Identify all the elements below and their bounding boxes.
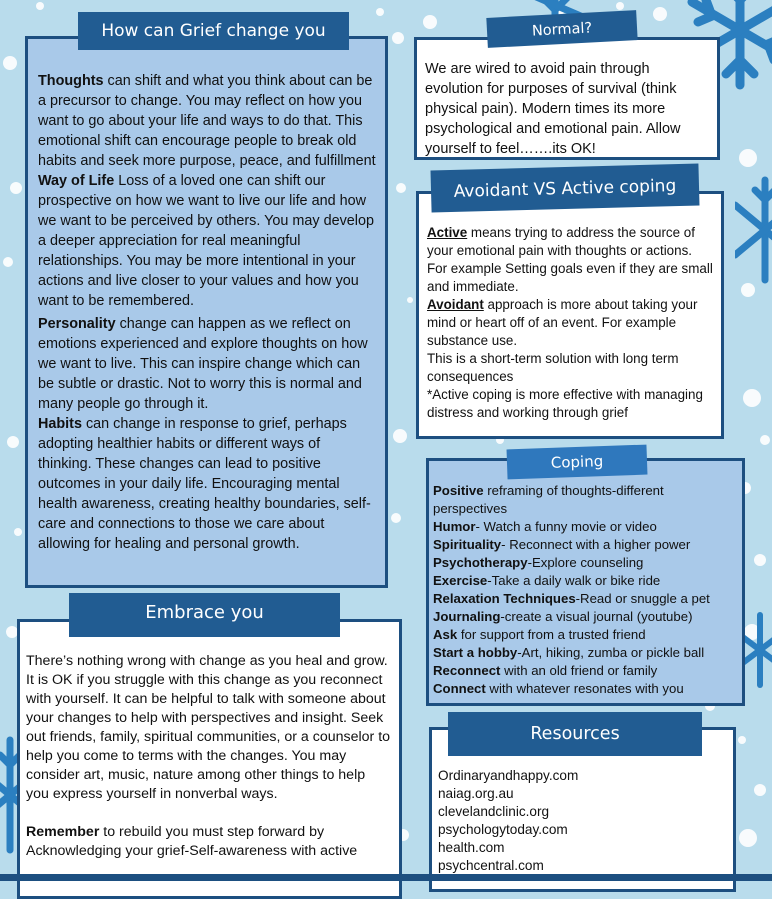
coping-text: - Reconnect with a higher power	[501, 537, 691, 552]
coping-term: Exercise	[433, 573, 488, 588]
avoidant-definition	[427, 296, 715, 350]
coping-item	[433, 536, 738, 554]
resources-list	[438, 767, 729, 875]
active-coping-note: *Active coping is more effective with managing distress and working through grief	[427, 387, 703, 420]
coping-item	[433, 644, 738, 662]
section-term: Habits	[38, 416, 82, 432]
coping-term: Psychotherapy	[433, 555, 528, 570]
coping-title: Coping	[507, 445, 648, 480]
embrace-body	[26, 652, 391, 861]
page-bottom-border	[0, 874, 772, 881]
resource-link[interactable]: psychologytoday.com	[438, 822, 568, 837]
grief-section-thoughts	[38, 71, 377, 171]
coping-text: -Take a daily walk or bike ride	[487, 573, 661, 588]
coping-item	[433, 662, 738, 680]
coping-styles-title: Avoidant VS Active coping	[430, 163, 699, 212]
section-term: Thoughts	[38, 73, 104, 89]
embrace-title: Embrace you	[69, 593, 340, 637]
embrace-panel	[17, 619, 402, 899]
coping-term: Ask	[433, 627, 458, 642]
coping-item	[433, 590, 738, 608]
grief-section-habits	[38, 414, 377, 554]
embrace-remember	[26, 823, 391, 861]
coping-item	[433, 626, 738, 644]
resource-link[interactable]: health.com	[438, 840, 505, 855]
grief-change-panel	[25, 36, 388, 588]
short-term-note: This is a short-term solution with long term consequences	[427, 351, 679, 384]
coping-term: Reconnect	[433, 663, 501, 678]
coping-text: - Watch a funny movie or video	[475, 519, 657, 534]
section-text: change can happen as we reflect on emotions experienced and explore thoughts on how we want to live. This can inspire change which can be subtle or drastic. Not to worry this is normal and many people go through it.	[38, 316, 368, 412]
coping-item	[433, 608, 738, 626]
coping-term: Relaxation Techniques	[433, 591, 576, 606]
coping-term: Positive	[433, 483, 484, 498]
coping-term: Connect	[433, 681, 486, 696]
coping-text: -Explore counseling	[527, 555, 644, 570]
active-text: means trying to address the source of your emotional pain with thoughts or actions. For example Setting goals even if they are small and immediate.	[427, 225, 713, 294]
resource-link[interactable]: clevelandclinic.org	[438, 804, 550, 819]
resource-link[interactable]: naiag.org.au	[438, 786, 514, 801]
snowflake-icon	[735, 175, 772, 285]
coping-styles-body	[427, 224, 715, 422]
resource-link[interactable]: Ordinaryandhappy.com	[438, 768, 579, 783]
section-text: Loss of a loved one can shift our prospective on how we want to live our life and how we want to be perceived by others. You may develop a deeper appreciation for real meaningful relationships. You may be more intentional in your actions and live closer to your values and how you want to be remembered.	[38, 173, 374, 309]
active-definition	[427, 224, 715, 296]
coping-item	[433, 572, 738, 590]
resource-link[interactable]: psychcentral.com	[438, 858, 544, 873]
coping-list	[433, 482, 738, 698]
coping-text: -Read or snuggle a pet	[575, 591, 710, 606]
grief-change-body	[38, 71, 377, 554]
section-text: can change in response to grief, perhaps adopting healthier habits or different ways of thinking. These changes can lead to positive outcomes in your daily life. Encouraging mental health awareness, creating healthy boundaries, self-care and connections to those we care about allowing for healing and personal growth.	[38, 416, 371, 552]
avoidant-term: Avoidant	[427, 297, 484, 312]
coping-item	[433, 482, 738, 518]
grief-change-title: How can Grief change you	[78, 12, 349, 50]
coping-text: -Art, hiking, zumba or pickle ball	[517, 645, 705, 660]
normal-title: Normal?	[486, 10, 637, 48]
coping-text: reframing of thoughts-different perspectives	[433, 483, 664, 516]
coping-panel	[426, 458, 745, 706]
coping-text: with an old friend or family	[500, 663, 658, 678]
coping-term: Journaling	[433, 609, 501, 624]
coping-styles-panel	[416, 191, 724, 439]
active-term: Active	[427, 225, 468, 240]
coping-term: Spirituality	[433, 537, 502, 552]
section-term: Way of Life	[38, 173, 115, 189]
grief-section-personality	[38, 314, 377, 414]
coping-term: Start a hobby	[433, 645, 518, 660]
coping-item	[433, 680, 738, 698]
coping-text: with whatever resonates with you	[485, 681, 684, 696]
embrace-paragraph: There’s nothing wrong with change as you heal and grow. It is OK if you struggle with this change as you reconnect with yourself. It can be helpful to talk with someone about your changes to help with perspectives and insight. Seek out friends, family, spiritual communities, or a counselor to help you come to terms with the changes. You may consider art, music, nature among other things to help you express yourself in nonverbal ways.	[26, 653, 391, 802]
coping-term: Humor	[433, 519, 476, 534]
resources-title: Resources	[448, 712, 702, 756]
coping-text: for support from a trusted friend	[457, 627, 646, 642]
coping-item	[433, 518, 738, 536]
coping-item	[433, 554, 738, 572]
remember-term: Remember	[26, 824, 100, 840]
normal-body: We are wired to avoid pain through evolution for purposes of survival (think physical pain). Modern times its more psychological and emotional pain. Allow yourself to feel…….its OK!	[425, 61, 681, 157]
coping-text: -create a visual journal (youtube)	[500, 609, 693, 624]
section-term: Personality	[38, 316, 116, 332]
section-text: can shift and what you think about can be a precursor to change. You may reflect on how you want to go about your life and ways to do that. This emotional shift can encourage people to break old habits and seek more purpose, peace, and fulfillment	[38, 73, 376, 169]
grief-section-way-of-life	[38, 171, 377, 311]
avoidant-text: approach is more about taking your mind or heart off of an event. For example substance use.	[427, 297, 698, 348]
normal-panel	[414, 37, 720, 160]
remember-text: to rebuild you must step forward by Acknowledging your grief-Self-awareness with active	[26, 824, 358, 859]
